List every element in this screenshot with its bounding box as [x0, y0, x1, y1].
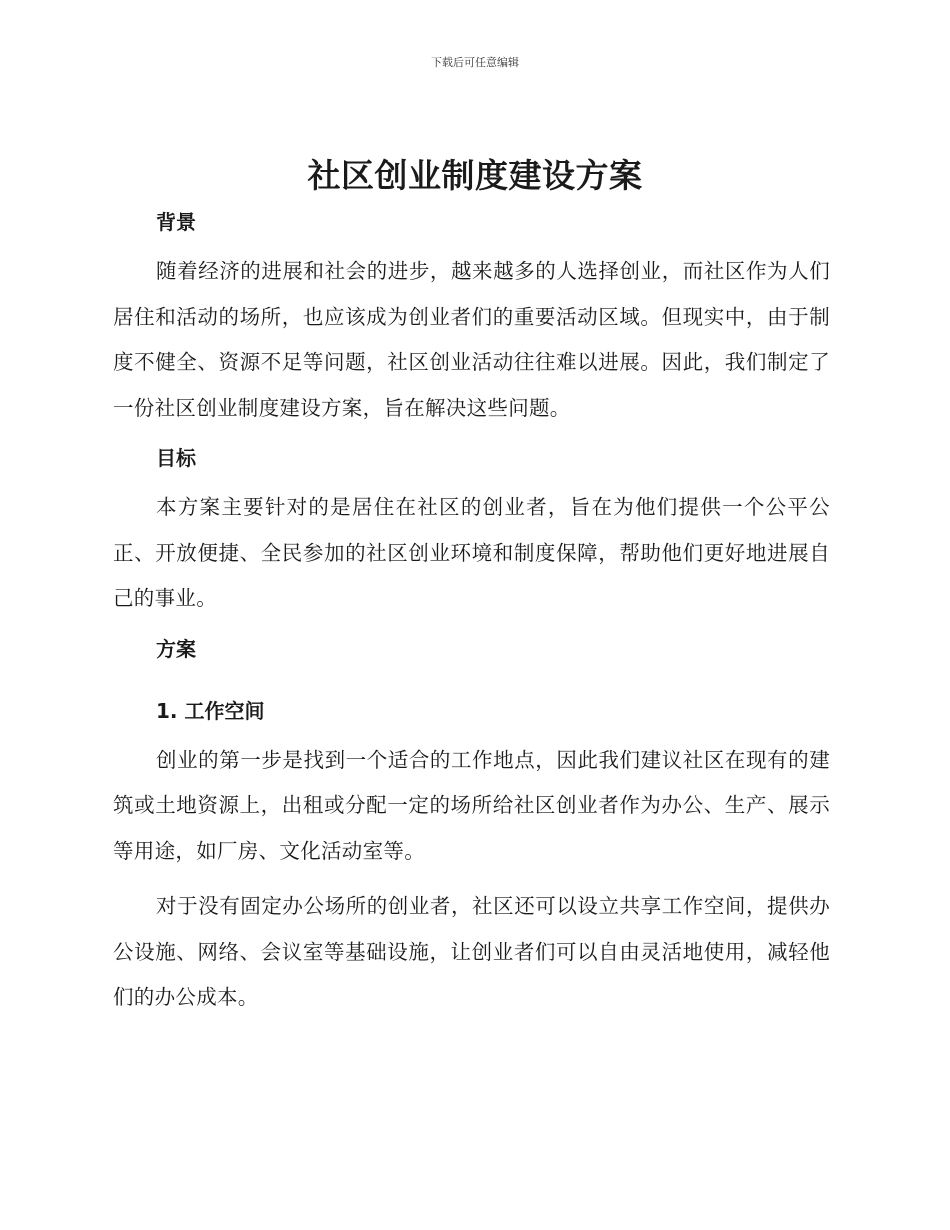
- subsection-heading-workspace: 1. 工作空间: [156, 698, 265, 723]
- paragraph-workspace-2: 对于没有固定办公场所的创业者，社区还可以设立共享工作空间，提供办公设施、网络、会议室等基础设施，让创业者们可以自由灵活地使用，减轻他们的办公成本。: [113, 894, 830, 1009]
- section-heading-plan: 方案: [156, 636, 196, 661]
- document-title: 社区创业制度建设方案: [307, 156, 643, 195]
- header-note: 下载后可任意编辑: [431, 56, 519, 69]
- paragraph-workspace-1: 创业的第一步是找到一个适合的工作地点，因此我们建议社区在现有的建筑或土地资源上，出租或分配一定的场所给社区创业者作为办公、生产、展示等用途，如厂房、文化活动室等。: [113, 747, 830, 863]
- paragraph-goal: 本方案主要针对的是居住在社区的创业者，旨在为他们提供一个公平公正、开放便捷、全民参加的社区创业环境和制度保障，帮助他们更好地进展自己的事业。: [113, 495, 830, 610]
- section-heading-goal: 目标: [156, 446, 196, 470]
- section-heading-background: 背景: [156, 210, 196, 234]
- document-body: [113, 205, 830, 1021]
- paragraph-background: 随着经济的进展和社会的进步，越来越多的人选择创业，而社区作为人们居住和活动的场所，也应该成为创业者们的重要活动区域。但现实中，由于制度不健全、资源不足等问题，社区创业活动往往难以进展。因此，我们制定了一份社区创业制度建设方案，旨在解决这些问题。: [113, 259, 830, 420]
